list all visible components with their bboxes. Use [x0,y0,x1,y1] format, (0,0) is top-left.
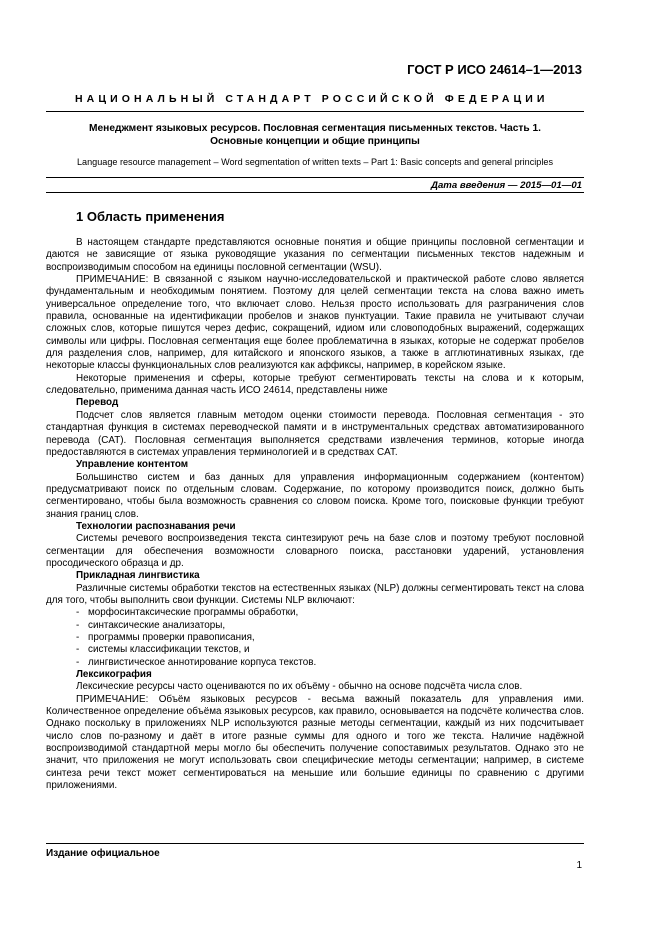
header-rule [46,111,584,112]
paragraph-lexicography: Лексические ресурсы часто оцениваются по их объёму - обычно на основе подсчёта числа слов. [76,681,523,693]
list-item: - системы классификации текстов, и [76,644,250,656]
standard-code: ГОСТ Р ИСО 24614–1—2013 [407,62,582,77]
document-title-en: Language resource management – Word segmentation of written texts – Part 1: Basic concepts and general principles [76,157,553,167]
footer-rule [46,843,584,844]
subheading-content-management: Управление контентом [76,459,189,471]
list-item: - программы проверки правописания, [76,632,255,643]
document-title-ru [46,122,584,148]
nlp-systems-list [46,607,584,669]
subheading-speech-technologies: Технологии распознавания речи [76,520,236,532]
paragraph-applications: Некоторые применения и сферы, которые требуют сегментировать тексты на слова и к которым, следовательно, применима данная часть ИСО 24614, представлены ниже [46,372,584,397]
list-item: - морфосинтаксические программы обработки, [76,607,299,619]
date-rule [46,192,584,193]
list-item: - лингвистическое аннотирование корпуса текстов. [76,656,317,668]
title-ru-line-1: Менеджмент языковых ресурсов. Пословная сегментация письменных текстов. Часть 1. [89,123,541,134]
subheading-lexicography: Лексикография [76,669,152,681]
list-item: - синтаксические анализаторы, [76,619,226,631]
document-body [46,237,584,792]
paragraph-speech-technologies: Системы речевого воспроизведения текста синтезируют речь на базе слов и поэтому требуют пословной сегментации для обеспечения возможности словарного поиска, расстановки ударений, установления просодического образца и др. [46,533,584,569]
paragraph-content-management: Большинство систем и баз данных для управления информационным содержанием (контентом) предусматривают поиск по отдельным словам. Содержание, по которому производится поиск, должно быть сегментировано, чтобы была возможность сравнения со словом поиска. Кроме того, поисковые функции требуют знания границ слов. [46,471,584,520]
introduction-date: Дата введения — 2015—01—01 [431,180,582,191]
paragraph-note-1: ПРИМЕЧАНИЕ: В связанной с языком научно-исследовательской и практической работе слово является фундаментальным и необходимым понятием. Поэтому для целей сегментации текста на слова важно иметь универсальное определение того, что включает слово. Нельзя просто использовать для разграничения слов правила, основанные на идентификации пробелов и знаков пунктуации. Такие правила не учитывают случаи сложных слов, которые пишутся через дефис, сокращений, идиом или словоподобных выражений, содержащих символы или цифры. Пословная сегментация еще более проблематична в языках, которые не содержат пробелов для разделения слов, например, для китайского и японского языков, а также в агглютинативных языках, где некоторые классы функциональных слов реализуются как аффиксы, например, в корейском языке. [46,274,584,372]
subheading-applied-linguistics: Прикладная лингвистика [76,570,200,582]
subheading-translation: Перевод [76,397,119,409]
paragraph-applied-linguistics: Различные системы обработки текстов на естественных языках (NLP) должны сегментировать текст на слова для того, чтобы выполнить свои функции. Системы NLP включают: [46,582,584,606]
paragraph-note-2: ПРИМЕЧАНИЕ: Объём языковых ресурсов - весьма важный показатель для управления ими. Количественное определение объёма языковых ресурсов, как правило, основывается на подсчёте количества слов. Однако поскольку в приложениях NLP используются разные методы сегментации, каждый из них подсчитывает число слов по-разному и даёт в итоге разные суммы для одного и того же текста. Наличие надёжной воспроизводимой стандартной меры могло бы обеспечить получение сопоставимых результатов. Однако это не значит, что приложения не могут использовать свои специфические методы сегментации; например, в системе синтеза речи текст может сегментироваться на меньшие или большие единицы по сравнению с другими приложениями. [46,693,584,792]
paragraph-scope: В настоящем стандарте представляются основные понятия и общие принципы пословной сегментации и даются не зависящие от языка руководящие указания по сегментации письменных текстов надежным и воспроизводимым способом на единицы пословной сегментации (WSU). [46,237,584,273]
national-standard-heading: НАЦИОНАЛЬНЫЙ СТАНДАРТ РОССИЙСКОЙ ФЕДЕРАЦИИ [75,93,549,105]
official-edition-label: Издание официальное [46,848,160,859]
title-rule [46,177,584,178]
title-ru-line-2: Основные концепции и общие принципы [210,136,420,147]
section-title: 1 Область применения [76,209,225,224]
paragraph-translation: Подсчет слов является главным методом оценки стоимости перевода. Пословная сегментация - это стандартная функция в системах переводческой памяти и в инструментальных средствах автоматизированного перевода (CAT). Пословная сегментация выполняется средствами извлечения терминов, которые иногда предоставляются в системах управления терминологией и в средствах CAT. [46,409,584,458]
page-number: 1 [576,860,582,871]
